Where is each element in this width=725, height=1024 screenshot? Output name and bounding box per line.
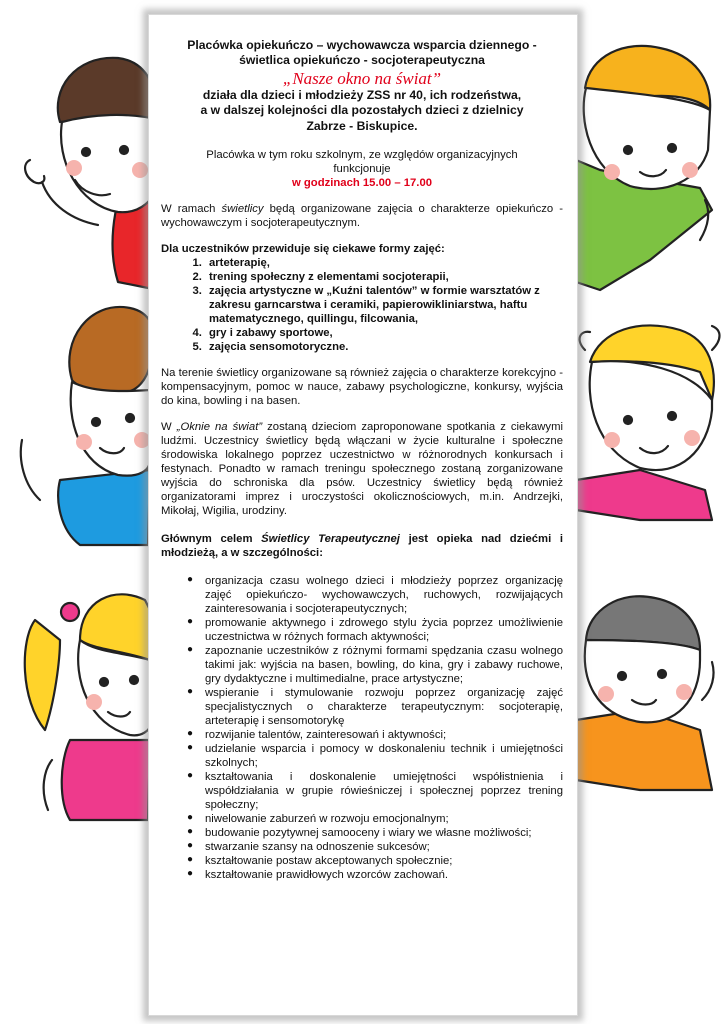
list-item: 4. gry i zabawy sportowe, [205, 326, 563, 340]
window-paragraph: W „Oknie na świat” zostaną dzieciom zaproponowane spotkania z ciekawymi ludźmi. Uczestnicy świetlicy będą włączani w życie kulturalne i społeczne środowiska lokalnego poprzez uczestnictwo w różnorodnych konkursach i festynach. Ponadto w ramach treningu społecznego zostaną zorganizowane wyjścia do schroniska dla psów. Uczestnicy świetlicy będą również organizatorami imprez i uroczystości okolicznościowych, m.in. Andrzejki, Mikołaj, Wigilia, urodziny. [161, 420, 563, 517]
bullet-icon: ● [187, 643, 194, 655]
header-line-2: świetlica opiekuńczo - socjoterapeutyczna [239, 53, 485, 68]
list-item: ● zapoznanie uczestników z różnymi formami spędzania czasu wolnego takimi jak: wyjścia na basen, bowling, do kina, gry i zabawy ruchowe, gry dydaktyczne i multimedialne, prace artystyczne; [187, 643, 563, 685]
kid-left-middle [21, 307, 153, 545]
bullet-icon: ● [187, 825, 194, 837]
kid-top-right [576, 46, 712, 290]
list-item: 2. trening społeczny z elementami socjoterapii, [205, 270, 563, 284]
list-item: ● budowanie pozytywnej samooceny i wiary we własne możliwości; [187, 825, 532, 839]
kid-bottom-right [576, 596, 714, 790]
flyer-content [161, 38, 563, 882]
opening-hours: w godzinach 15.00 – 17.00 [291, 176, 433, 189]
bullet-icon: ● [187, 867, 194, 879]
goals-heading: Głównym celem Świetlicy Terapeutycznej jest opieka nad dziećmi i młodzieżą, a w szczególności: [161, 532, 564, 559]
bullet-icon: ● [187, 573, 194, 585]
list-item: ● rozwijanie talentów, zainteresowań i aktywności; [187, 727, 447, 741]
extra-activities-paragraph: Na terenie świetlicy organizowane są również zajęcia o charakterze korekcyjno - kompensacyjnym, pomoc w nauce, zabawy psychologiczne, konkursy, wyjścia do kina, bowling i na basen. [161, 366, 563, 407]
list-item: ● kształtowanie postaw akceptowanych społecznie; [187, 853, 453, 867]
hours-line-2: funkcjonuje [333, 162, 391, 175]
bullet-icon: ● [187, 727, 194, 739]
subheader-line-2: a w dalszej kolejności dla pozostałych dzieci z dzielnicy [200, 103, 524, 118]
list-item: ● udzielanie wsparcia i pomocy w doskonaleniu technik i umiejętności szkolnych; [187, 741, 563, 769]
list-item: ● kształtowania i doskonalenie umiejętności współistnienia i współdziałania w grupie rówieśniczej i społecznej poprzez trening społeczny; [187, 769, 563, 811]
bullet-icon: ● [187, 811, 194, 823]
slogan: „Nasze okno na świat” [282, 68, 442, 88]
forms-heading: Dla uczestników przewiduje się ciekawe formy zajęć: [161, 242, 445, 255]
forms-list [161, 256, 563, 354]
list-item: ● niwelowanie zaburzeń w rozwoju emocjonalnym; [187, 811, 449, 825]
list-item: ● kształtowanie prawidłowych wzorców zachowań. [187, 867, 448, 881]
list-item: ● promowanie aktywnego i zdrowego stylu życia poprzez umożliwienie uczestnictwa w różnych formach aktywności; [187, 615, 563, 643]
list-item: 1. arteterapię, [205, 256, 563, 270]
bullet-icon: ● [187, 615, 194, 627]
list-item: 5. zajęcia sensomotoryczne. [205, 340, 563, 354]
list-item: 3. zajęcia artystyczne w „Kuźni talentów” w formie warsztatów z zakresu garncarstwa i ceramiki, papierowikliniarstwa, haftu matematycznego, quillingu, filcowania, [205, 284, 563, 326]
bullet-icon: ● [187, 769, 194, 781]
bullet-icon: ● [187, 853, 194, 865]
list-item: ● stwarzanie szansy na odnoszenie sukcesów; [187, 839, 430, 853]
kid-right-middle [576, 325, 720, 520]
bullet-icon: ● [187, 741, 194, 753]
bullet-icon: ● [187, 839, 194, 851]
kid-top-left [25, 58, 160, 290]
hours-line-1: Placówka w tym roku szkolnym, ze względów organizacyjnych [206, 148, 518, 161]
bullet-icon: ● [187, 685, 194, 697]
intro-paragraph: W ramach świetlicy będą organizowane zajęcia o charakterze opiekuńczo - wychowawczym i socjoterapeutycznym. [161, 202, 563, 229]
subheader-line-1: działa dla dzieci i młodzieży ZSS nr 40, ich rodzeństwa, [202, 88, 522, 103]
list-item: ● organizacja czasu wolnego dzieci i młodzieży poprzez organizację zajęć opiekuńczo- wychowawczych, ruchowych, rozwijających zainteresowania i socjoterapeutycznych; [187, 573, 563, 615]
goals-list [161, 574, 563, 882]
subheader-line-3: Zabrze - Biskupice. [306, 118, 418, 133]
kid-bottom-left [25, 594, 150, 820]
header-line-1: Placówka opiekuńczo – wychowawcza wsparcia dziennego - [187, 38, 537, 52]
list-item: ● wspieranie i stymulowanie rozwoju poprzez organizację zajęć specjalistycznych o charakterze terapeutycznym: socjoterapię, arteterapię i sensomotorykę [187, 685, 563, 727]
